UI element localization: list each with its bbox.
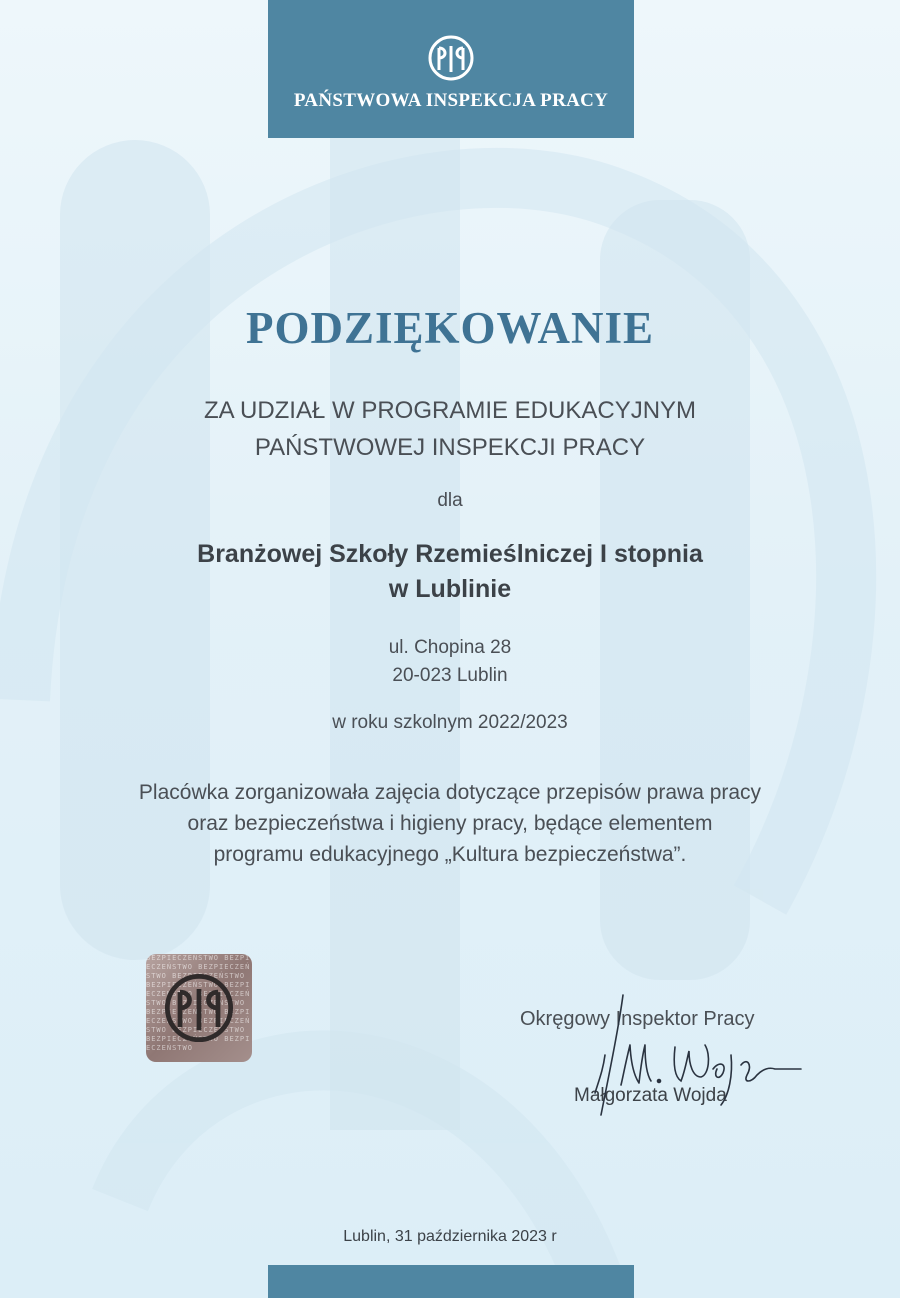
- address-street: ul. Chopina 28: [388, 637, 512, 658]
- school-name-line: Branżowej Szkoły Rzemieślniczej I stopnia: [197, 540, 703, 568]
- school-address: [0, 634, 900, 690]
- description-line: oraz bezpieczeństwa i higieny pracy, będące elementem: [187, 812, 713, 835]
- place-and-date: Lublin, 31 października 2023 r: [343, 1228, 557, 1245]
- certificate-subtitle: [0, 392, 900, 466]
- handwritten-signature-icon: [575, 985, 805, 1125]
- description-line: programu edukacyjnego „Kultura bezpieczeństwa”.: [213, 843, 687, 866]
- for-label: dla: [437, 490, 463, 511]
- school-name-line: w Lublinie: [388, 575, 512, 603]
- pip-logo-icon: [427, 34, 475, 82]
- seal-microtext: BEZPIECZEŃSTWO BEZPIECZEŃSTWO BEZPIECZEŃSTWO BEZPIECZEŃSTWO BEZPIECZEŃSTWO BEZPIECZEŃSTWO BEZPIECZEŃSTWO BEZPIECZEŃSTWO BEZPIECZEŃSTWO BEZPIECZEŃSTWO BEZPIECZEŃSTWO BEZPIECZEŃSTWO BEZPIECZEŃSTWO BEZPIECZEŃSTWO: [146, 954, 251, 1052]
- school-year: w roku szkolnym 2022/2023: [332, 712, 568, 733]
- footer-band: [268, 1265, 634, 1298]
- school-name: [0, 537, 900, 607]
- signatory-name: Małgorzata Wojda: [574, 1085, 727, 1106]
- hologram-seal-icon: [146, 954, 252, 1062]
- certificate-title: PODZIĘKOWANIE: [245, 303, 655, 353]
- pip-logo-icon: [161, 970, 237, 1046]
- subtitle-line: ZA UDZIAŁ W PROGRAMIE EDUKACYJNYM: [203, 397, 697, 424]
- organization-name: PAŃSTWOWA INSPEKCJA PRACY: [293, 90, 609, 111]
- subtitle-line: PAŃSTWOWEJ INSPEKCJI PRACY: [254, 434, 646, 461]
- header-band: [268, 0, 634, 138]
- address-city: 20-023 Lublin: [392, 665, 508, 686]
- description: [0, 777, 900, 870]
- signatory-title: Okręgowy Inspektor Pracy: [520, 1008, 755, 1030]
- description-line: Placówka zorganizowała zajęcia dotyczące przepisów prawa pracy: [138, 781, 762, 804]
